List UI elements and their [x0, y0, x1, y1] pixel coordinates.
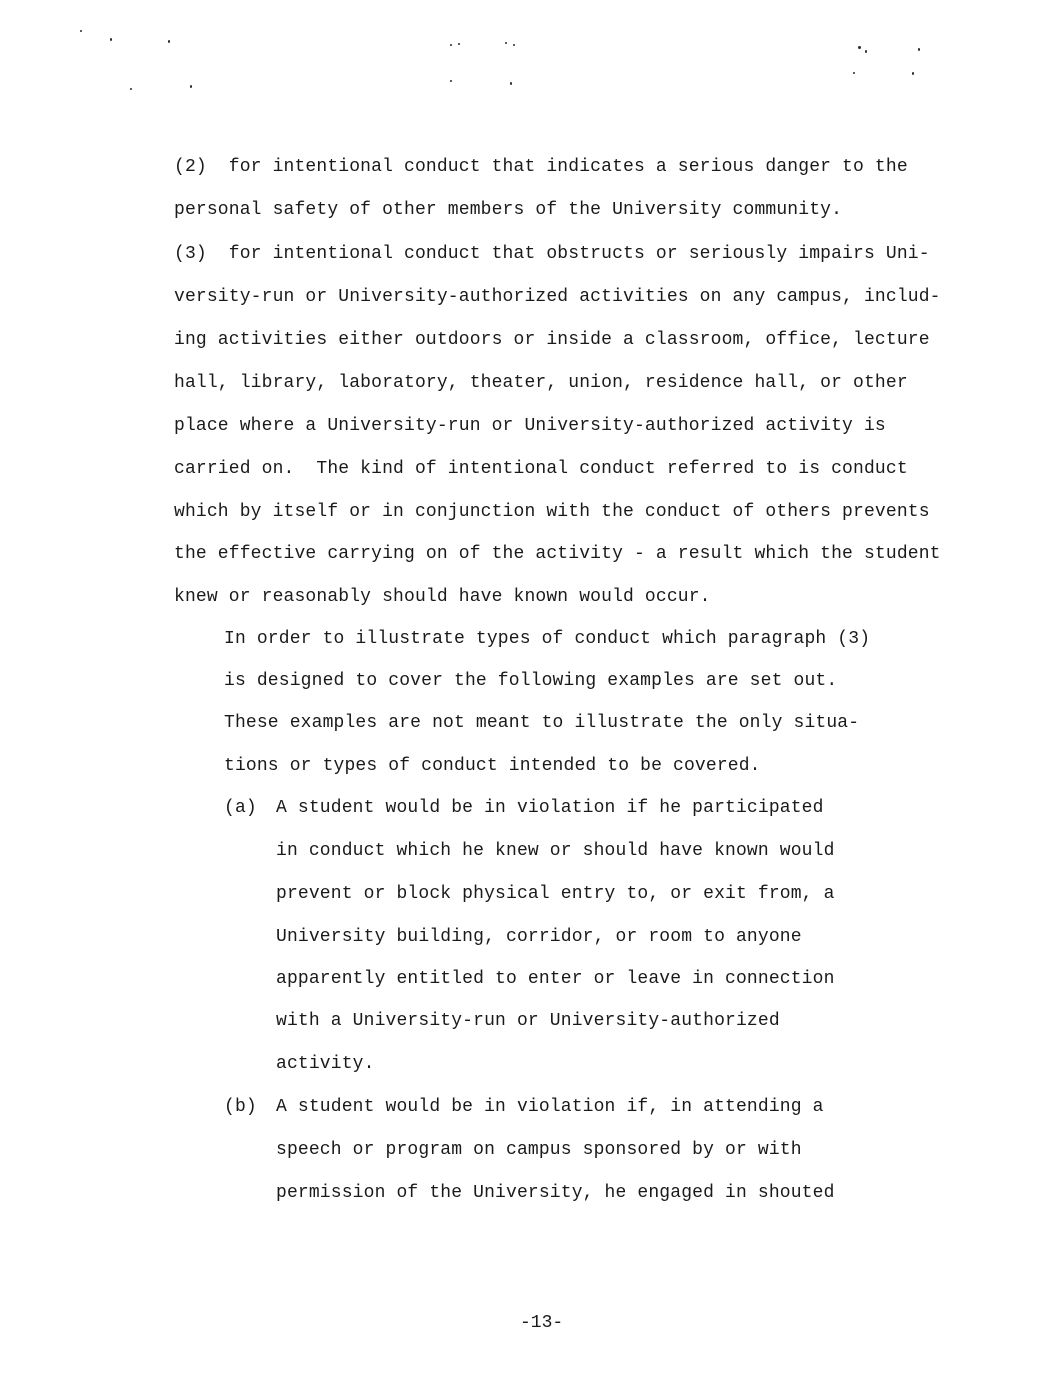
scan-speck — [130, 88, 132, 90]
paragraph-3-line: the effective carrying on of the activity - a result which the student — [174, 544, 941, 564]
example-a-marker: (a) — [224, 798, 257, 818]
paragraph-2-line: (2) for intentional conduct that indicates a serious danger to the — [174, 157, 908, 177]
scan-speck — [458, 43, 460, 45]
example-b-marker: (b) — [224, 1097, 257, 1117]
scan-speck — [513, 44, 515, 46]
example-b-line: A student would be in violation if, in attending a — [276, 1097, 824, 1117]
scan-speck — [858, 46, 861, 49]
scan-speck — [505, 42, 507, 44]
example-b-line: permission of the University, he engaged in shouted — [276, 1183, 835, 1203]
paragraph-3-line: versity-run or University-authorized activities on any campus, includ- — [174, 287, 941, 307]
example-a-line: with a University-run or University-authorized — [276, 1011, 780, 1031]
scan-speck — [865, 50, 867, 53]
scan-speck — [912, 72, 914, 75]
example-b-line: speech or program on campus sponsored by or with — [276, 1140, 802, 1160]
intro-line: These examples are not meant to illustrate the only situa- — [224, 713, 860, 733]
scan-speck — [450, 44, 452, 46]
page-number: -13- — [520, 1313, 564, 1333]
paragraph-3-line: (3) for intentional conduct that obstructs or seriously impairs Uni- — [174, 244, 930, 264]
paragraph-3-line: ing activities either outdoors or inside a classroom, office, lecture — [174, 330, 930, 350]
paragraph-3-line: place where a University-run or University-authorized activity is — [174, 416, 886, 436]
intro-line: is designed to cover the following examples are set out. — [224, 671, 838, 691]
paragraph-3-line: carried on. The kind of intentional conduct referred to is conduct — [174, 459, 908, 479]
scan-speck — [110, 38, 112, 41]
paragraph-2-line: personal safety of other members of the University community. — [174, 200, 843, 220]
scan-speck — [450, 80, 452, 82]
example-a-line: apparently entitled to enter or leave in connection — [276, 969, 835, 989]
scan-speck — [80, 30, 82, 32]
scan-speck — [918, 48, 920, 51]
example-a-line: University building, corridor, or room to anyone — [276, 927, 802, 947]
scan-speck — [168, 40, 170, 43]
scan-speck — [853, 72, 855, 74]
intro-line: tions or types of conduct intended to be covered. — [224, 756, 761, 776]
scan-speck — [510, 82, 512, 85]
example-a-line: prevent or block physical entry to, or exit from, a — [276, 884, 835, 904]
example-a-line: activity. — [276, 1054, 375, 1074]
paragraph-3-line: knew or reasonably should have known would occur. — [174, 587, 711, 607]
paragraph-3-line: hall, library, laboratory, theater, union, residence hall, or other — [174, 373, 908, 393]
example-a-line: in conduct which he knew or should have known would — [276, 841, 835, 861]
scan-speck — [190, 85, 192, 88]
intro-line: In order to illustrate types of conduct which paragraph (3) — [224, 629, 871, 649]
paragraph-3-line: which by itself or in conjunction with the conduct of others prevents — [174, 502, 930, 522]
example-a-line: A student would be in violation if he participated — [276, 798, 824, 818]
